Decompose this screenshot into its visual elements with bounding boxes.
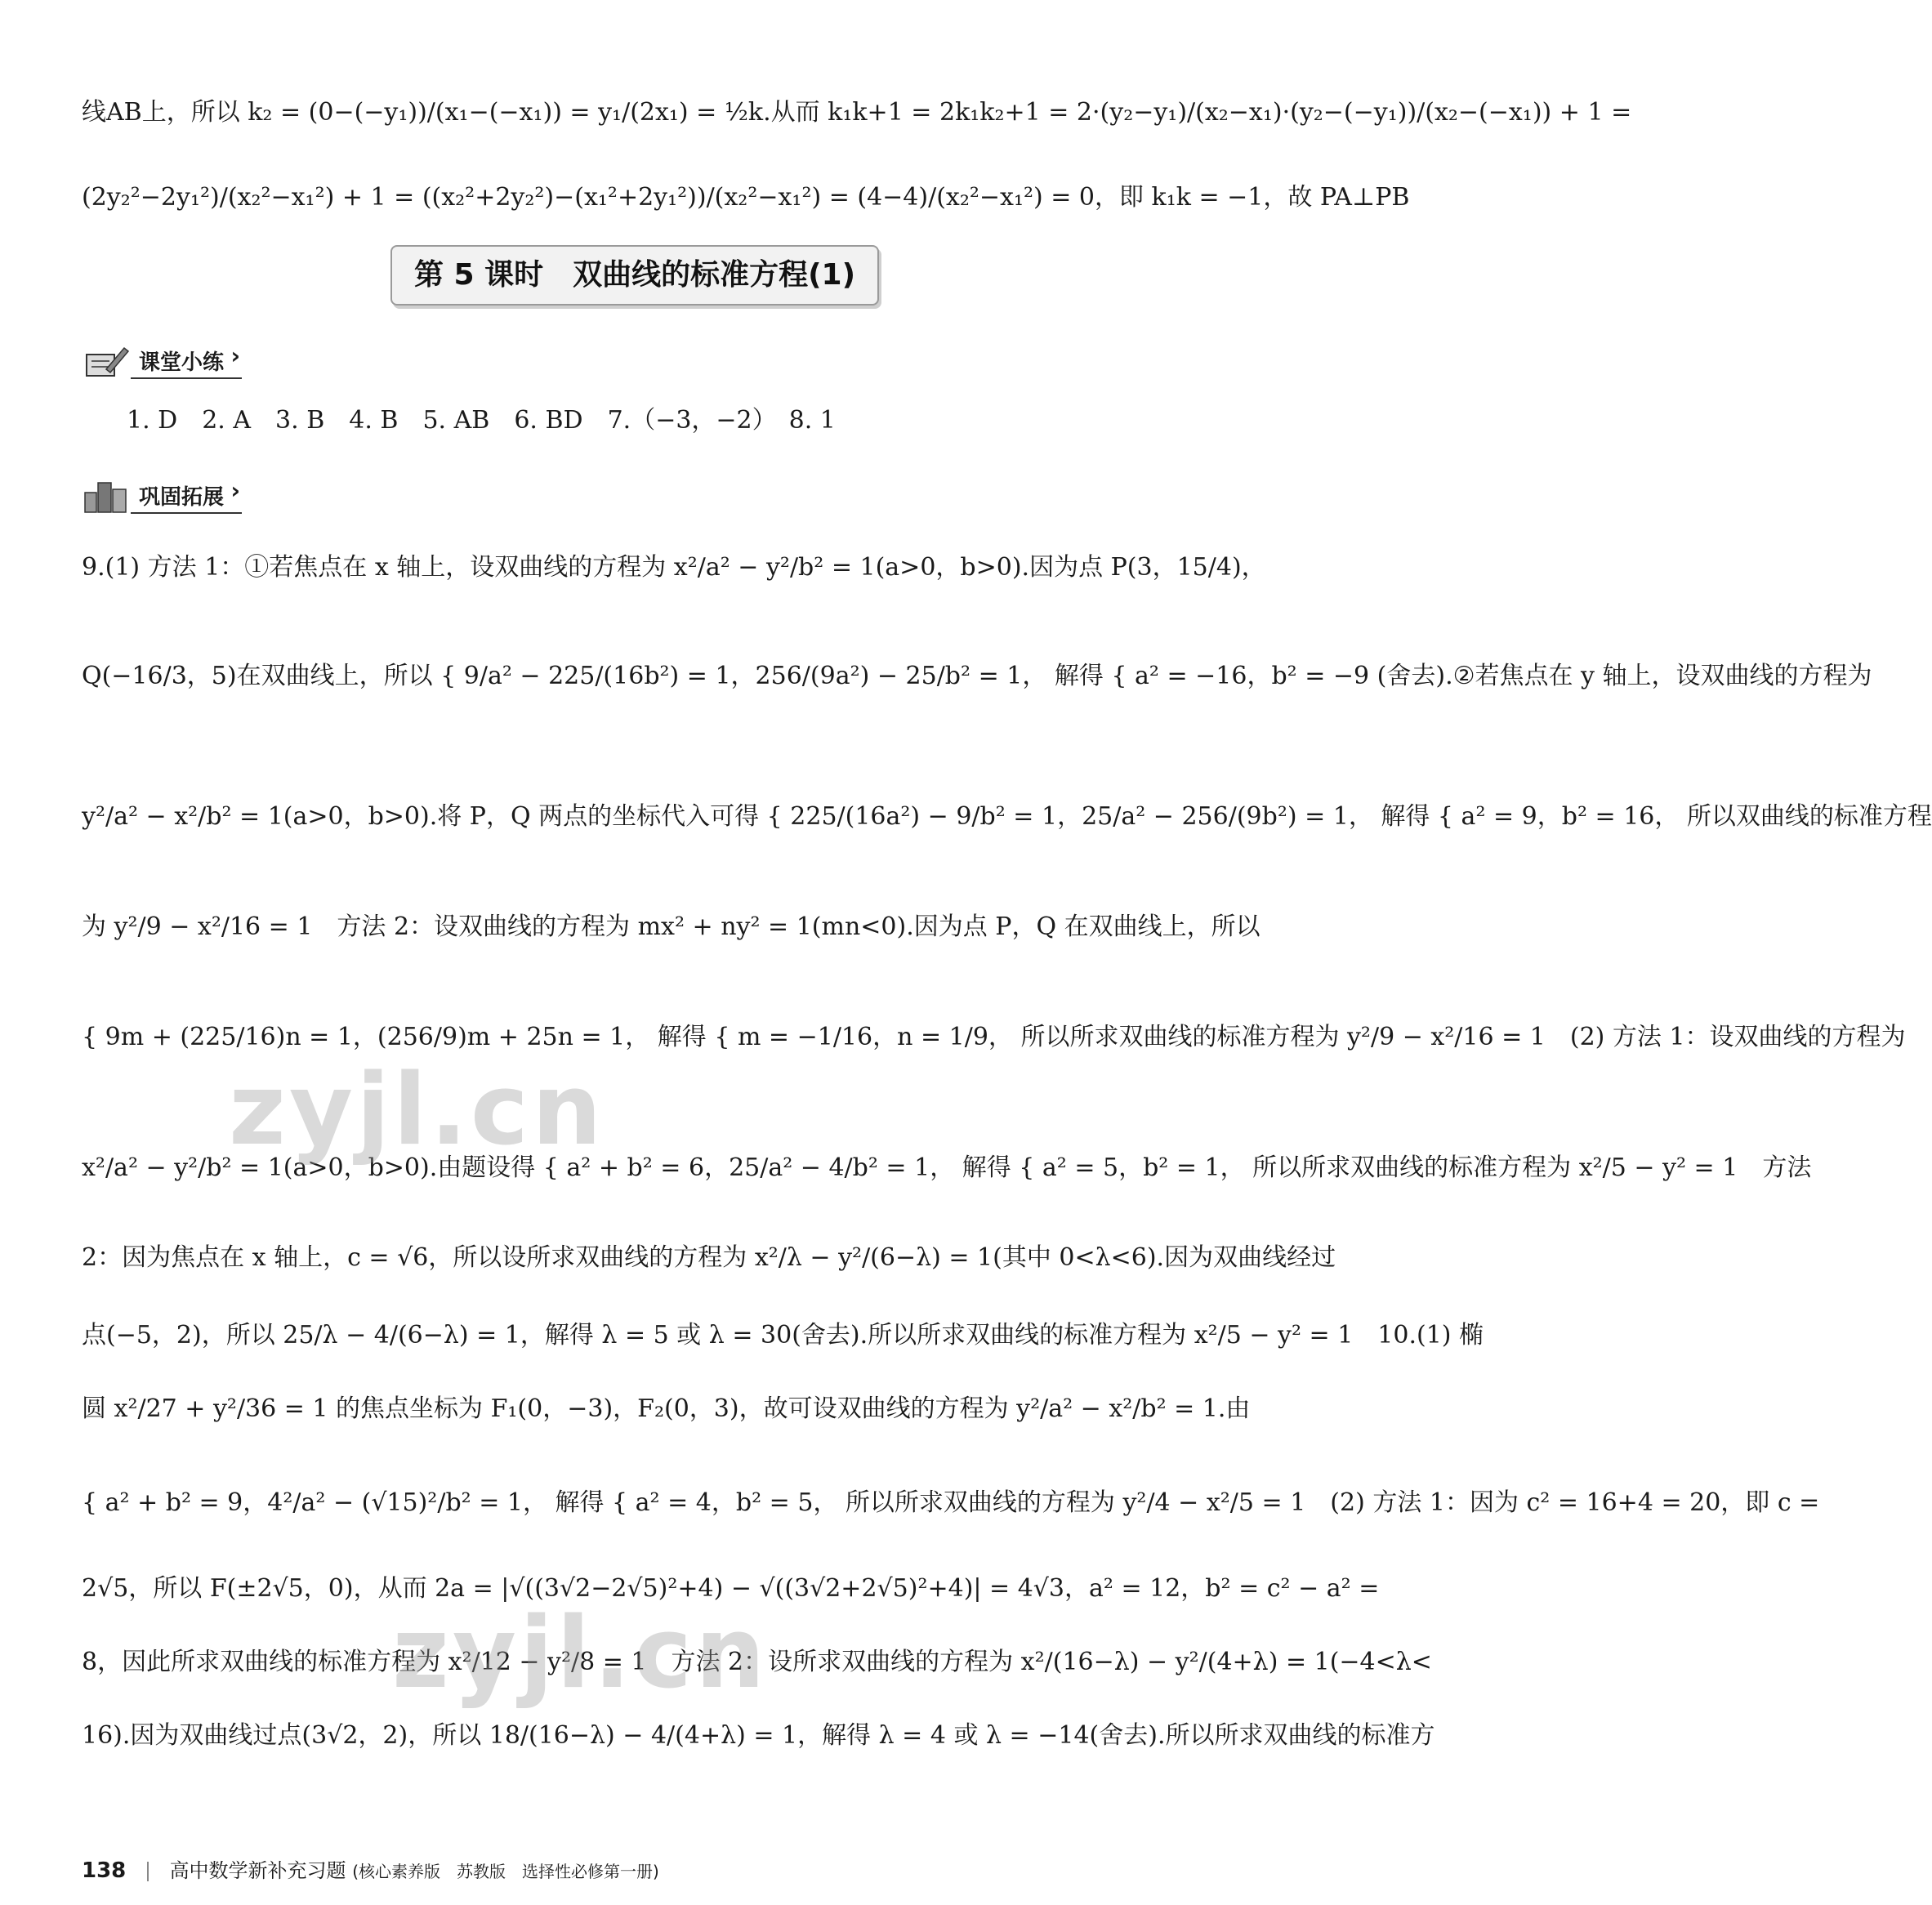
- text-line: 点(−5，2)，所以 25/λ − 4/(6−λ) = 1，解得 λ = 5 或 λ = 30(舍去).所以所求双曲线的标准方程为 x²/5 − y² = 1 10.(1) 椭: [82, 1321, 1484, 1350]
- book-meta: (核心素养版 苏教版 选择性必修第一册): [352, 1862, 659, 1881]
- book-title: 高中数学新补充习题: [169, 1859, 346, 1882]
- section-label: 巩固拓展 ›: [131, 479, 242, 514]
- text-line: 线AB上，所以 k₂ = (0−(−y₁))/(x₁−(−x₁)) = y₁/(2x₁) = ½k.从而 k₁k+1 = 2k₁k₂+1 = 2·(y₂−y₁)/(x₂−x₁)·(y₂−(−y₁))/(x₂−(−x₁)) + 1 =: [82, 98, 1632, 127]
- text-line: x²/a² − y²/b² = 1(a>0，b>0).由题设得 { a² + b² = 6，25/a² − 4/b² = 1， 解得 { a² = 5，b² = 1， 所以所求双曲线的标准方程为 x²/5 − y² = 1 方法: [82, 1153, 1812, 1182]
- text-line: 8，因此所求双曲线的标准方程为 x²/12 − y²/8 = 1 方法 2：设所求双曲线的方程为 x²/(16−λ) − y²/(4+λ) = 1(−4<λ<: [82, 1648, 1432, 1676]
- text-line: 圆 x²/27 + y²/36 = 1 的焦点坐标为 F₁(0，−3)，F₂(0，3)，故可设双曲线的方程为 y²/a² − x²/b² = 1.由: [82, 1394, 1251, 1423]
- text-line: Q(−16/3，5)在双曲线上，所以 { 9/a² − 225/(16b²) = 1，256/(9a²) − 25/b² = 1， 解得 { a² = −16，b² = −9 (舍去).②若焦点在 y 轴上，设双曲线的方程为: [82, 662, 1872, 690]
- text-line: 16).因为双曲线过点(3√2，2)，所以 18/(16−λ) − 4/(4+λ) = 1，解得 λ = 4 或 λ = −14(舍去).所以所求双曲线的标准方: [82, 1721, 1435, 1750]
- text-line: 2√5，所以 F(±2√5，0)，从而 2a = |√((3√2−2√5)²+4) − √((3√2+2√5)²+4)| = 4√3，a² = 12，b² = c² − a² =: [82, 1574, 1380, 1603]
- text-line: { 9m + (225/16)n = 1，(256/9)m + 25n = 1， 解得 { m = −1/16，n = 1/9， 所以所求双曲线的标准方程为 y²/9 − x²/16 = 1 (2) 方法 1：设双曲线的方程为: [82, 1023, 1906, 1051]
- section-header-practice: [82, 343, 242, 379]
- pencil-notebook-icon: [82, 343, 131, 379]
- footer-divider: [147, 1862, 149, 1881]
- text-line: 2：因为焦点在 x 轴上，c = √6，所以设所求双曲线的方程为 x²/λ − y²/(6−λ) = 1(其中 0<λ<6).因为双曲线经过: [82, 1243, 1336, 1272]
- buildings-icon: [82, 478, 131, 514]
- section-header-consolidate: [82, 478, 242, 514]
- text-line: y²/a² − x²/b² = 1(a>0，b>0).将 P，Q 两点的坐标代入可得 { 225/(16a²) − 9/b² = 1，25/a² − 256/(9b²) = 1， 解得 { a² = 9，b² = 16， 所以双曲线的标准方程: [82, 802, 1932, 831]
- answer-line: 1. D 2. A 3. B 4. B 5. AB 6. BD 7.（−3，−2） 8. 1: [127, 406, 836, 435]
- section-label: 课堂小练 ›: [131, 344, 242, 379]
- page-footer: [82, 1854, 659, 1883]
- text-line: (2y₂²−2y₁²)/(x₂²−x₁²) + 1 = ((x₂²+2y₂²)−(x₁²+2y₁²))/(x₂²−x₁²) = (4−4)/(x₂²−x₁²) = 0，即 k₁k = −1，故 PA⊥PB: [82, 183, 1410, 212]
- lesson-title: 第 5 课时 双曲线的标准方程(1): [390, 245, 879, 306]
- text-line: 为 y²/9 − x²/16 = 1 方法 2：设双曲线的方程为 mx² + ny² = 1(mn<0).因为点 P，Q 在双曲线上，所以: [82, 912, 1260, 941]
- watermark: zyjl.cn: [229, 1054, 605, 1167]
- text-line: { a² + b² = 9，4²/a² − (√15)²/b² = 1， 解得 { a² = 4，b² = 5， 所以所求双曲线的方程为 y²/4 − x²/5 = 1 (2) 方法 1：因为 c² = 16+4 = 20，即 c =: [82, 1488, 1820, 1517]
- page-number: 138: [82, 1858, 127, 1883]
- text-line: 9.(1) 方法 1：①若焦点在 x 轴上，设双曲线的方程为 x²/a² − y²/b² = 1(a>0，b>0).因为点 P(3，15/4)，: [82, 553, 1266, 582]
- watermark: zyjl.cn: [392, 1597, 769, 1711]
